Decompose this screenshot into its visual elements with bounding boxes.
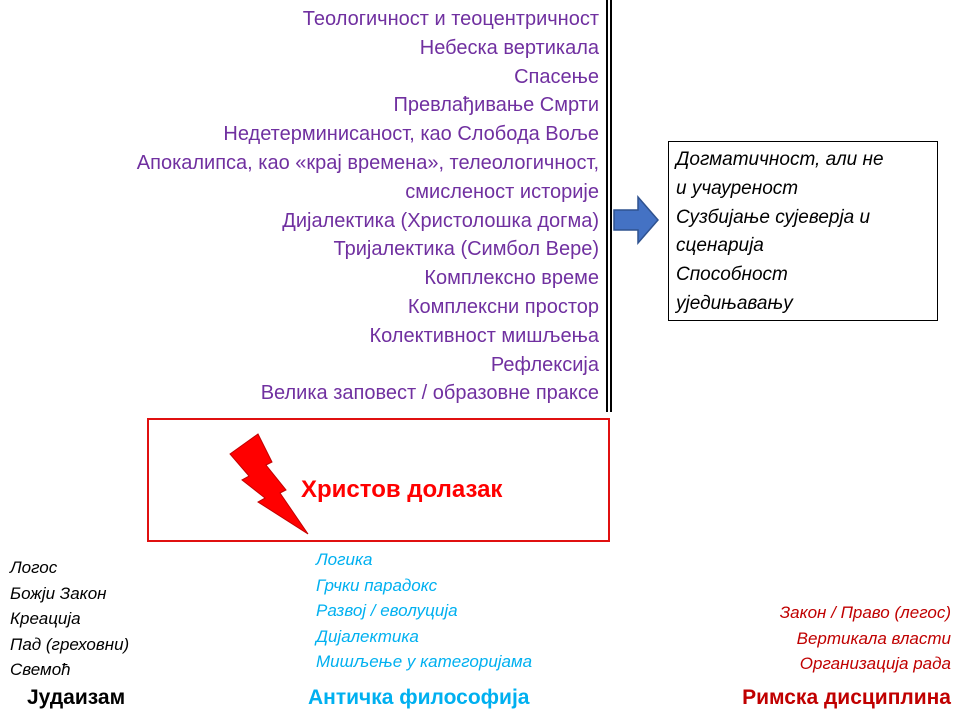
- list-item: Комплексни простор: [407, 295, 599, 318]
- info-line: Сузбијање сујеверја и: [676, 206, 871, 228]
- list-item: Небеска вертикала: [419, 36, 599, 59]
- list-item: Недетерминисаност, као Слобода Воље: [223, 123, 599, 146]
- list-item: Апокалипса, као «крај времена», телеологичност,: [136, 151, 599, 174]
- judaism-list: [10, 555, 129, 683]
- list-item: Логика: [316, 550, 373, 569]
- judaism-label: Јудаизам: [27, 686, 126, 709]
- list-item: Комплексно време: [424, 267, 599, 290]
- list-item: Грчки парадокс: [316, 575, 438, 595]
- list-item: Логос: [10, 558, 58, 577]
- list-item: Развој / еволуција: [316, 601, 458, 620]
- list-item: Рефлексија: [490, 353, 599, 376]
- info-line: Способност: [676, 264, 788, 286]
- divider-line-left: [606, 0, 608, 412]
- list-item: Дијалектика (Христолошка догма): [282, 209, 599, 232]
- list-item: Организација рада: [799, 654, 951, 673]
- right-arrow-icon: [612, 194, 660, 246]
- info-box: [668, 141, 938, 321]
- info-line: Догматичност, али не: [676, 149, 884, 170]
- list-item: смисленост историје: [405, 180, 599, 203]
- lightning-icon: [228, 432, 310, 536]
- list-item: Тријалектика (Симбол Вере): [333, 238, 599, 261]
- list-item: Закон / Право (легос): [779, 603, 951, 622]
- info-line: уједињавању: [676, 292, 793, 314]
- list-item: Мишљење у категоријама: [316, 652, 533, 671]
- list-item: Теологичност и теоцентричност: [302, 8, 599, 30]
- antique-philosophy-label: Античка философија: [308, 686, 530, 709]
- list-item: Дијалектика: [316, 626, 419, 646]
- list-item: Спасење: [514, 65, 599, 88]
- roman-discipline-list: [780, 600, 951, 677]
- info-line: сценарија: [676, 235, 764, 257]
- antique-philosophy-list: [316, 547, 532, 675]
- list-item: Божји Закон: [10, 583, 107, 603]
- list-item: Пад (греховни): [10, 634, 130, 654]
- list-item: Креација: [10, 609, 81, 628]
- roman-discipline-label: Римска дисциплина: [742, 686, 951, 709]
- list-item: Свемоћ: [10, 660, 71, 679]
- info-line: и учауреност: [676, 177, 799, 199]
- list-item: Вертикала власти: [796, 628, 951, 648]
- event-title: Христов долазак: [301, 476, 503, 503]
- list-item: Превлађивање Смрти: [393, 94, 599, 117]
- christian-features-list: [137, 5, 599, 408]
- list-item: Велика заповест / образовне праксе: [260, 382, 599, 405]
- list-item: Колективност мишљења: [369, 324, 599, 347]
